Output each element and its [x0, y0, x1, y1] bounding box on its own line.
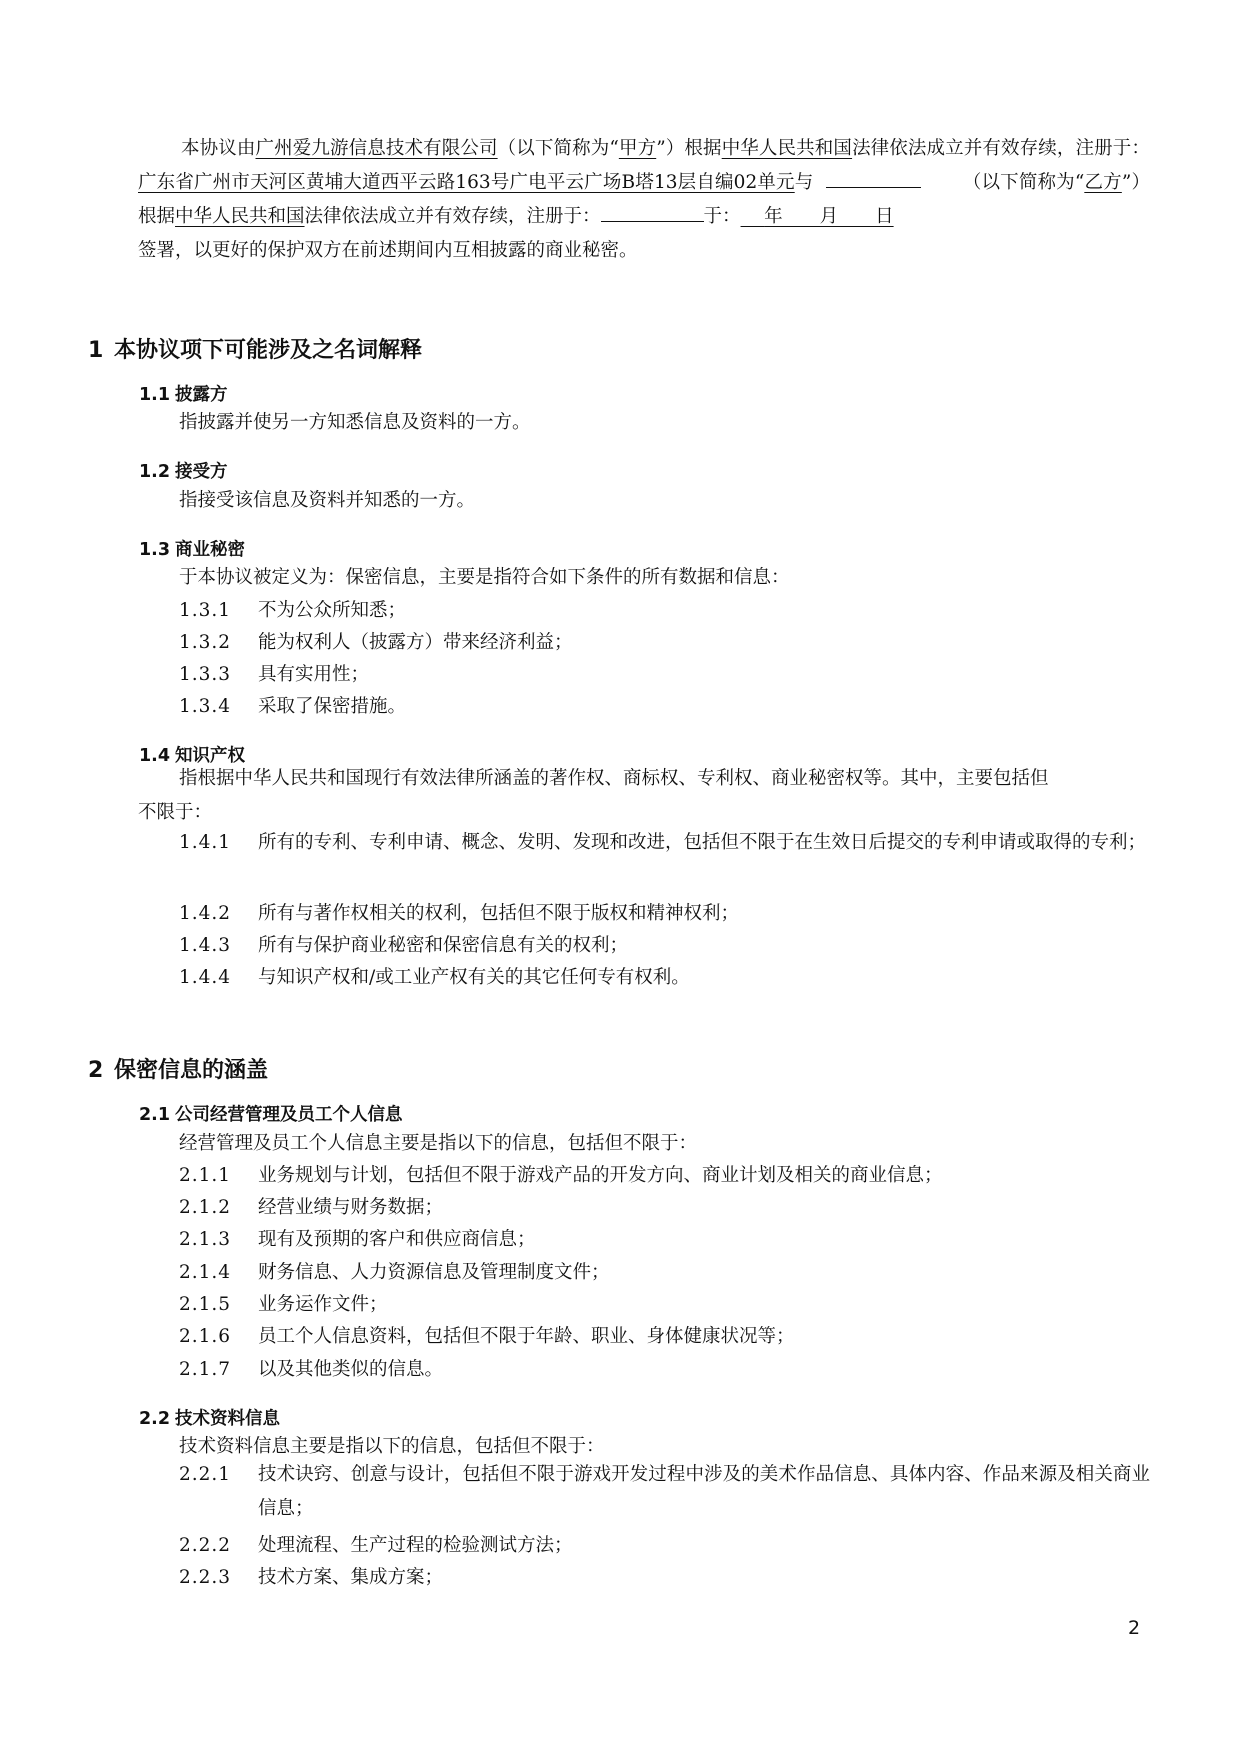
clause-1-2-text: 指接受该信息及资料并知悉的一方。	[179, 490, 476, 511]
signing-date: 年 月 日	[764, 206, 894, 227]
intro-text: 与	[794, 172, 814, 193]
list-item: 1.4.1 所有的专利、专利申请、概念、发明、发现和改进，包括但不限于在生效日后提交的专利申请或取得的专利；	[179, 832, 1147, 853]
clause-1-2-heading: 1.2 接受方	[139, 462, 228, 482]
intro-text: 本协议由	[181, 138, 256, 159]
list-item: 2.1.2 经营业绩与财务数据；	[179, 1197, 444, 1218]
clause-2-2-heading: 2.2 技术资料信息	[139, 1409, 280, 1429]
section-number: 1	[88, 338, 104, 363]
party-b-short-name: 乙方	[1084, 172, 1122, 193]
intro-text: 签署，以更好的保护双方在前述期间内互相披露的商业秘密。	[138, 240, 638, 261]
party-b-name-blank	[826, 169, 921, 188]
list-item: 1.4.4 与知识产权和/或工业产权有关的其它任何专有权利。	[179, 967, 690, 988]
section-2-heading	[88, 1053, 268, 1084]
intro-text: ”）根据	[656, 138, 722, 159]
list-item: 1.3.4 采取了保密措施。	[179, 696, 407, 717]
list-item: 1.3.1 不为公众所知悉；	[179, 600, 407, 621]
list-item: 2.1.4 财务信息、人力资源信息及管理制度文件；	[179, 1262, 610, 1283]
intro-text: （以下简称为“	[962, 172, 1085, 193]
party-a-short-name: 甲方	[618, 138, 657, 159]
list-item: 2.1.3 现有及预期的客户和供应商信息；	[179, 1229, 536, 1250]
page-number: 2	[1128, 1617, 1141, 1639]
clause-1-4-text: 指根据中华人民共和国现行有效法律所涵盖的著作权、商标权、专利权、商业秘密权等。其中，主要包括但 不限于：	[138, 768, 1049, 823]
clause-1-1-text: 指披露并使另一方知悉信息及资料的一方。	[179, 412, 531, 433]
intro-text: 于：	[703, 206, 741, 227]
section-1-heading	[88, 333, 422, 364]
section-title: 保密信息的涵盖	[114, 1058, 269, 1083]
intro-text: 法律依法成立并有效存续，注册于：	[304, 206, 601, 227]
party-b-address-blank	[601, 203, 704, 222]
list-item: 2.2.1 技术诀窍、创意与设计，包括但不限于游戏开发过程中涉及的美术作品信息、具体内容、作品来源及相关商业信息；	[179, 1464, 1150, 1519]
list-item: 1.4.3 所有与保护商业秘密和保密信息有关的权利；	[179, 935, 629, 956]
governing-law-b: 中华人民共和国	[175, 206, 305, 227]
list-item: 2.2.2 处理流程、生产过程的检验测试方法；	[179, 1535, 573, 1556]
party-a-name: 广州爱九游信息技术有限公司	[255, 138, 498, 159]
intro-text: 法律依法成立并有效存续，注册于：	[852, 138, 1150, 159]
clause-2-1-text: 经营管理及员工个人信息主要是指以下的信息，包括但不限于：	[179, 1133, 698, 1154]
list-item: 2.1.6 员工个人信息资料，包括但不限于年龄、职业、身体健康状况等；	[179, 1326, 795, 1347]
intro-paragraph	[138, 132, 1150, 268]
intro-text: ”）根据	[138, 172, 1150, 227]
list-item: 2.2.3 技术方案、集成方案；	[179, 1567, 444, 1588]
clause-1-3-text: 于本协议被定义为：保密信息，主要是指符合如下条件的所有数据和信息：	[179, 567, 790, 588]
governing-law-a: 中华人民共和国	[721, 138, 853, 159]
section-number: 2	[88, 1058, 104, 1083]
clause-1-1-heading: 1.1 披露方	[139, 385, 228, 405]
clause-1-4-heading: 1.4 知识产权	[139, 746, 245, 766]
clause-2-2-text: 技术资料信息主要是指以下的信息，包括但不限于：	[179, 1436, 605, 1457]
intro-text: （以下简称为“	[497, 138, 619, 159]
list-item: 2.1.7 以及其他类似的信息。	[179, 1359, 444, 1380]
list-item: 2.1.1 业务规划与计划，包括但不限于游戏产品的开发方向、商业计划及相关的商业信息；	[179, 1165, 943, 1186]
list-item: 1.3.3 具有实用性；	[179, 664, 370, 685]
clause-1-3-heading: 1.3 商业秘密	[139, 540, 245, 560]
section-title: 本协议项下可能涉及之名词解释	[114, 338, 423, 363]
list-item: 1.4.2 所有与著作权相关的权利，包括但不限于版权和精神权利；	[179, 903, 740, 924]
party-a-address: 广东省广州市天河区黄埔大道西平云路163号广电平云广场B塔13层自编02单元	[138, 172, 795, 193]
list-item: 2.1.5 业务运作文件；	[179, 1294, 388, 1315]
clause-2-1-heading: 2.1 公司经营管理及员工个人信息	[139, 1105, 403, 1125]
list-item: 1.3.2 能为权利人（披露方）带来经济利益；	[179, 632, 573, 653]
